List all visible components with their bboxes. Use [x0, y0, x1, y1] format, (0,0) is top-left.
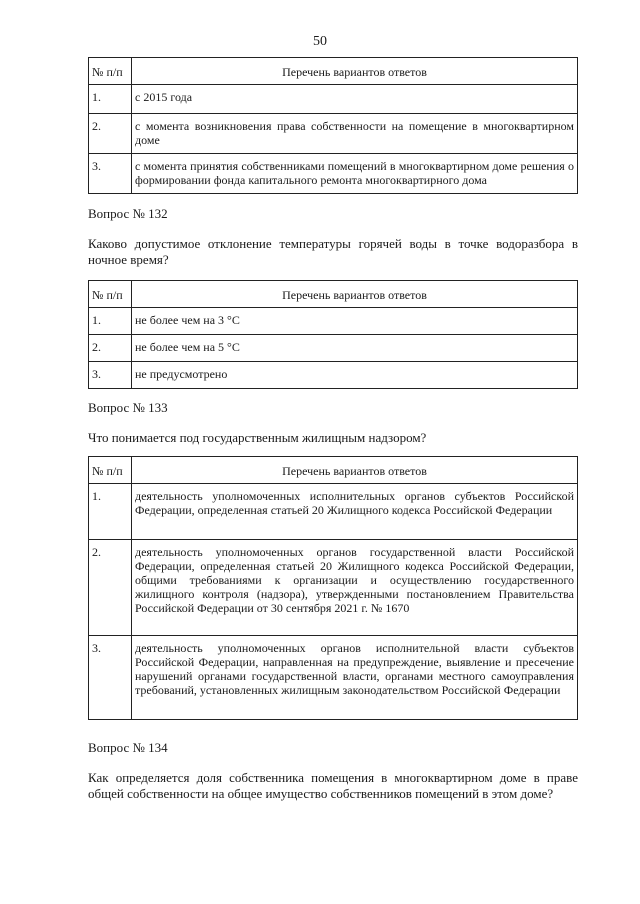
row-num: 1. [89, 484, 132, 540]
row-answer: не более чем на 3 °С [132, 308, 578, 335]
row-num: 2. [89, 114, 132, 154]
row-num: 3. [89, 362, 132, 389]
question-label-132: Вопрос № 132 [88, 206, 168, 221]
question-text-133: Что понимается под государственным жилищным надзором? [88, 430, 427, 445]
table-header-row [89, 58, 578, 85]
table-row [89, 154, 578, 194]
table-row [89, 308, 578, 335]
header-num: № п/п [89, 281, 132, 308]
question-label-133: Вопрос № 133 [88, 400, 168, 415]
header-answers: Перечень вариантов ответов [132, 281, 578, 308]
row-answer: деятельность уполномоченных исполнительных органов субъектов Российской Федерации, определенная статьей 20 Жилищного кодекса Российской Федерации [132, 484, 578, 540]
row-num: 3. [89, 636, 132, 720]
table-row [89, 362, 578, 389]
row-answer: с момента возникновения права собственности на помещение в многоквартирном доме [132, 114, 578, 154]
row-answer: с 2015 года [132, 85, 578, 114]
question-text-134: Как определяется доля собственника помещения в многоквартирном доме в праве общей собственности на общее имущество собственников помещений в этом доме? [88, 770, 578, 801]
header-num: № п/п [89, 457, 132, 484]
row-answer: деятельность уполномоченных органов исполнительной власти субъектов Российской Федерации, направленная на предупреждение, выявление и пресечение нарушений органами государственной власти, органами местного самоуправления требований, установленных жилищным законодательством Российской Федерации [132, 636, 578, 720]
page-number: 50 [313, 34, 327, 49]
table-row [89, 540, 578, 636]
table-row [89, 484, 578, 540]
header-num: № п/п [89, 58, 132, 85]
answers-table-132 [88, 280, 578, 389]
header-answers: Перечень вариантов ответов [132, 58, 578, 85]
row-num: 1. [89, 308, 132, 335]
table-header-row [89, 281, 578, 308]
row-answer: деятельность уполномоченных органов государственной власти Российской Федерации, определенная статьей 20 Жилищного кодекса Российской Федерации, общими требованиями к организации и осуществлению государственного жилищного контроля (надзора), утвержденными постановлением Правительства Российской Федерации от 30 сентября 2021 г. № 1670 [132, 540, 578, 636]
table-row [89, 114, 578, 154]
row-num: 1. [89, 85, 132, 114]
table-row [89, 85, 578, 114]
row-answer: не предусмотрено [132, 362, 578, 389]
row-num: 3. [89, 154, 132, 194]
row-num: 2. [89, 540, 132, 636]
answers-table-131 [88, 57, 578, 194]
question-text-132: Каково допустимое отклонение температуры горячей воды в точке водоразбора в ночное время? [88, 236, 578, 267]
row-answer: не более чем на 5 °С [132, 335, 578, 362]
row-num: 2. [89, 335, 132, 362]
row-answer: с момента принятия собственниками помещений в многоквартирном доме решения о формировании фонда капитального ремонта многоквартирного дома [132, 154, 578, 194]
table-row [89, 335, 578, 362]
table-header-row [89, 457, 578, 484]
question-label-134: Вопрос № 134 [88, 740, 168, 755]
answers-table-133 [88, 456, 578, 720]
table-row [89, 636, 578, 720]
header-answers: Перечень вариантов ответов [132, 457, 578, 484]
